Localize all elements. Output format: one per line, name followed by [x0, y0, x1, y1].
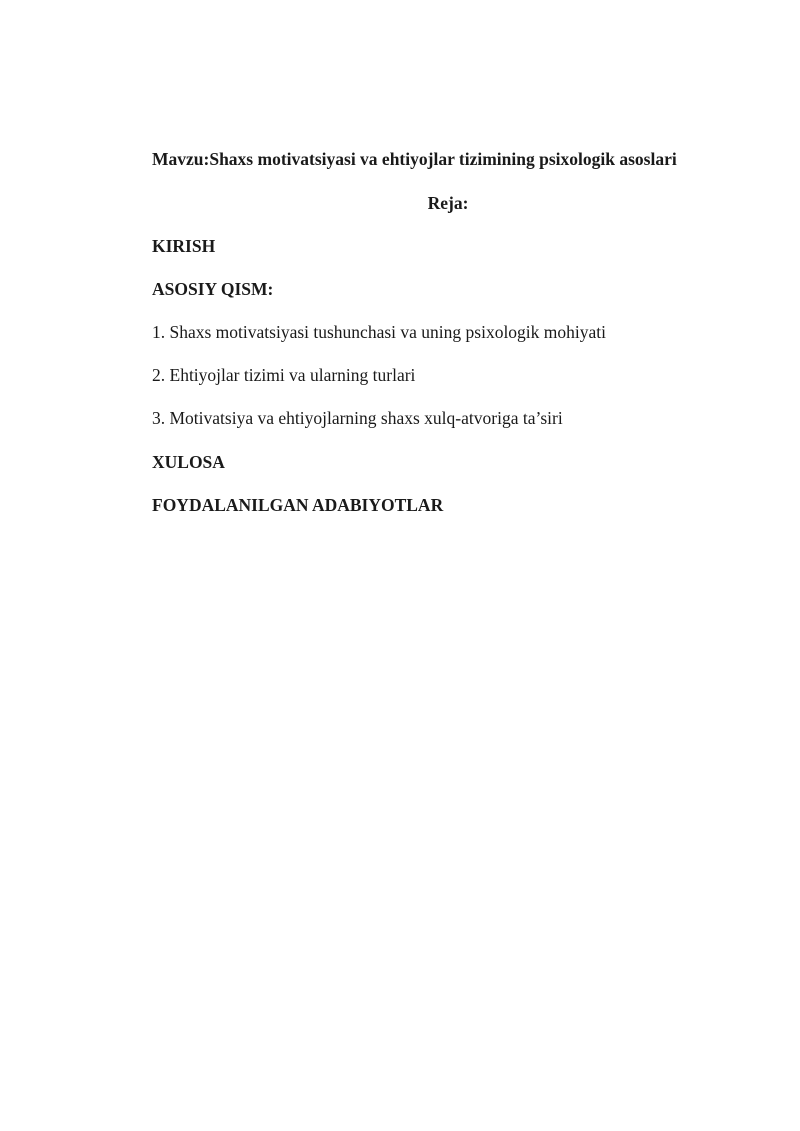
plan-heading: Reja:	[427, 193, 469, 213]
plan-item-2: 2. Ehtiyojlar tizimi va ularning turlari	[152, 365, 416, 385]
section-conclusion: XULOSA	[152, 452, 225, 472]
section-main-part: ASOSIY QISM:	[152, 279, 274, 299]
section-introduction: KIRISH	[152, 236, 216, 256]
plan-item-3: 3. Motivatsiya va ehtiyojlarning shaxs xulq-atvoriga ta’siri	[152, 408, 563, 428]
document-title: Mavzu:Shaxs motivatsiyasi va ehtiyojlar tizimining psixologik asoslari	[152, 149, 677, 169]
plan-item-1: 1. Shaxs motivatsiyasi tushunchasi va uning psixologik mohiyati	[152, 322, 607, 342]
section-references: FOYDALANILGAN ADABIYOTLAR	[152, 495, 444, 515]
